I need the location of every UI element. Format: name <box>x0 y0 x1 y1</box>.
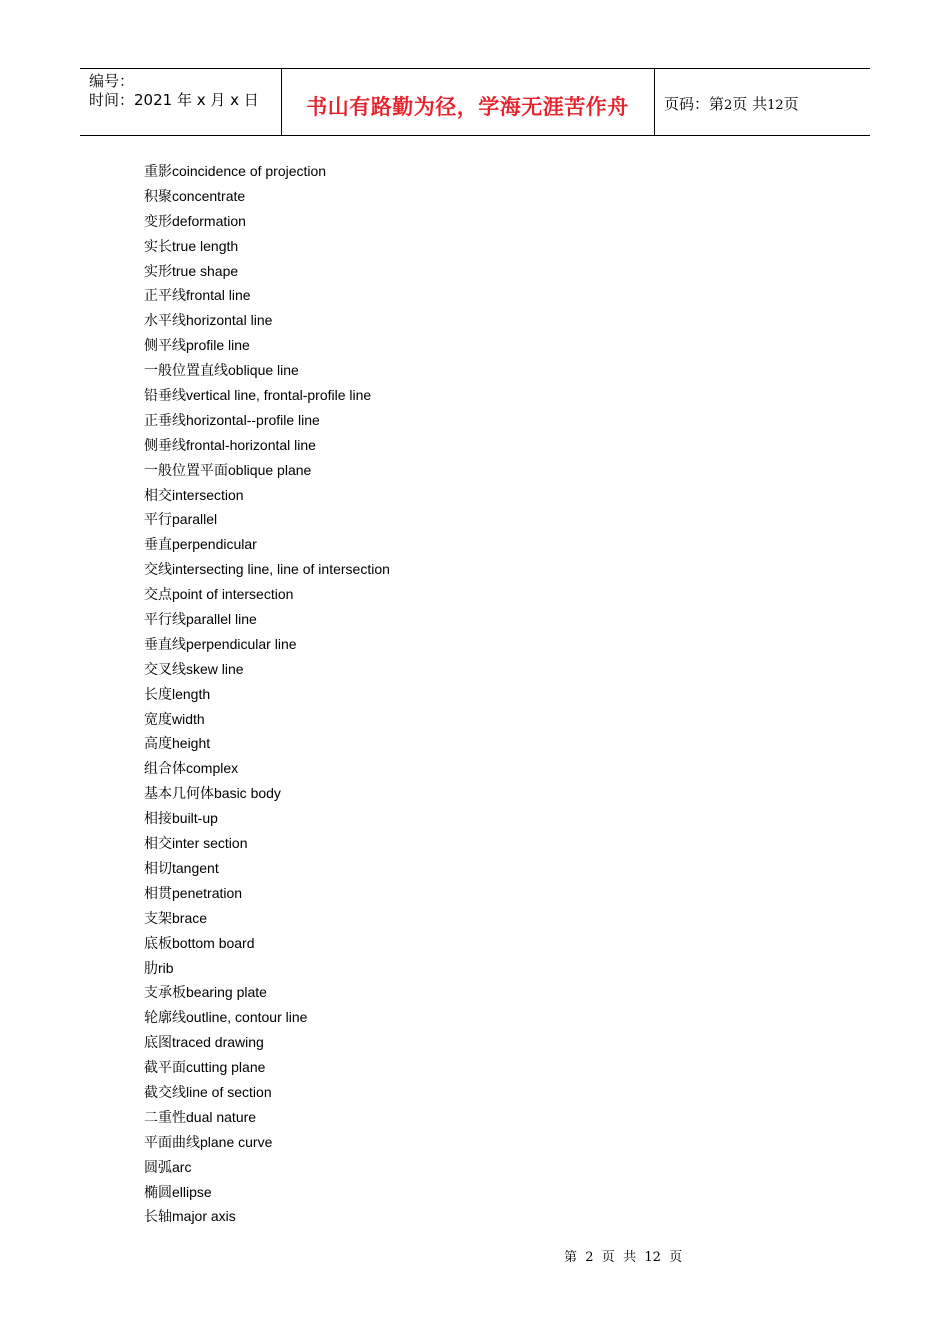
term-chinese: 平面曲线 <box>144 1134 200 1151</box>
glossary-entry <box>144 184 390 209</box>
term-chinese: 相接 <box>144 811 172 828</box>
term-chinese: 积聚 <box>144 188 172 205</box>
glossary-entry <box>144 1155 390 1180</box>
term-english: horizontal line <box>186 312 273 329</box>
term-english: horizontal--profile line <box>186 411 320 428</box>
term-chinese: 相交 <box>144 487 172 504</box>
term-english: brace <box>172 909 208 926</box>
term-english: true length <box>172 237 239 254</box>
term-english: rib <box>158 959 174 976</box>
term-chinese: 底板 <box>144 935 172 952</box>
term-chinese: 截平面 <box>144 1060 186 1077</box>
page-current: 2 <box>724 98 733 113</box>
header-motto-cell <box>281 69 655 135</box>
term-english: vertical line, frontal-profile line <box>186 387 372 404</box>
term-english: arc <box>172 1158 192 1175</box>
term-english: parallel <box>172 511 218 528</box>
glossary-entry <box>144 1030 390 1055</box>
term-english: basic body <box>214 785 281 802</box>
term-chinese: 一般位置平面 <box>144 462 228 479</box>
term-chinese: 垂直线 <box>144 636 186 653</box>
term-english: true shape <box>172 262 239 279</box>
glossary-entry <box>144 781 390 806</box>
page-mid: 页 共 <box>732 95 768 113</box>
header-meta-cell <box>80 69 282 135</box>
term-english: oblique plane <box>228 461 312 478</box>
term-english: dual nature <box>186 1108 257 1125</box>
glossary-entry <box>144 209 390 234</box>
glossary-list <box>144 159 390 1229</box>
term-chinese: 侧平线 <box>144 338 186 355</box>
term-english: skew line <box>186 660 244 677</box>
term-chinese: 长轴 <box>144 1209 172 1226</box>
glossary-entry <box>144 632 390 657</box>
glossary-entry <box>144 756 390 781</box>
term-chinese: 水平线 <box>144 313 186 330</box>
glossary-entry <box>144 1080 390 1105</box>
term-chinese: 实形 <box>144 263 172 280</box>
term-english: frontal line <box>186 287 251 304</box>
term-english: deformation <box>172 212 246 229</box>
term-chinese: 相切 <box>144 860 172 877</box>
term-english: tangent <box>172 859 219 876</box>
glossary-entry <box>144 831 390 856</box>
glossary-entry <box>144 557 390 582</box>
page-footer: 第 2 页 共 12 页 <box>564 1250 683 1265</box>
term-chinese: 基本几何体 <box>144 786 214 803</box>
glossary-entry <box>144 458 390 483</box>
term-chinese: 相贯 <box>144 885 172 902</box>
header-page-cell <box>655 69 870 135</box>
term-chinese: 垂直 <box>144 537 172 554</box>
term-english: length <box>172 685 211 702</box>
term-english: perpendicular <box>172 536 257 553</box>
term-english: penetration <box>172 884 243 901</box>
glossary-entry <box>144 507 390 532</box>
document-number-label: 编号： <box>89 72 135 90</box>
term-chinese: 底图 <box>144 1035 172 1052</box>
term-english: profile line <box>186 337 250 354</box>
glossary-entry <box>144 607 390 632</box>
page-header <box>80 68 870 136</box>
glossary-entry <box>144 333 390 358</box>
term-english: plane curve <box>200 1133 273 1150</box>
term-english: concentrate <box>172 187 246 204</box>
glossary-entry <box>144 657 390 682</box>
glossary-entry <box>144 308 390 333</box>
term-english: cutting plane <box>186 1059 266 1076</box>
term-chinese: 组合体 <box>144 761 186 778</box>
term-chinese: 变形 <box>144 213 172 230</box>
term-chinese: 交线 <box>144 562 172 579</box>
term-english: traced drawing <box>172 1034 264 1051</box>
term-english: bearing plate <box>186 984 267 1001</box>
glossary-entry <box>144 1180 390 1205</box>
header-page-info <box>664 93 799 114</box>
term-english: complex <box>186 760 239 777</box>
glossary-entry <box>144 707 390 732</box>
glossary-entry <box>144 906 390 931</box>
term-english: bottom board <box>172 934 255 951</box>
glossary-entry <box>144 806 390 831</box>
page-prefix: 页码：第 <box>664 95 725 113</box>
page-total: 12 <box>767 98 784 113</box>
glossary-entry <box>144 234 390 259</box>
term-english: perpendicular line <box>186 635 297 652</box>
term-chinese: 正垂线 <box>144 412 186 429</box>
term-english: inter section <box>172 835 248 852</box>
glossary-entry <box>144 682 390 707</box>
term-chinese: 相交 <box>144 836 172 853</box>
glossary-entry <box>144 433 390 458</box>
term-english: width <box>172 710 205 727</box>
glossary-entry <box>144 980 390 1005</box>
term-chinese: 重影 <box>144 164 172 180</box>
term-english: major axis <box>172 1208 236 1225</box>
term-english: oblique line <box>228 362 299 379</box>
term-chinese: 交叉线 <box>144 661 186 678</box>
term-english: ellipse <box>172 1183 212 1200</box>
term-chinese: 支架 <box>144 910 172 927</box>
glossary-entry <box>144 408 390 433</box>
term-chinese: 支承板 <box>144 985 186 1002</box>
term-english: point of intersection <box>172 586 294 603</box>
term-english: intersecting line, line of intersection <box>172 561 390 578</box>
term-chinese: 实长 <box>144 238 172 255</box>
glossary-entry <box>144 931 390 956</box>
term-chinese: 铅垂线 <box>144 388 186 405</box>
term-english: built-up <box>172 810 218 827</box>
term-english: intersection <box>172 486 244 503</box>
term-english: frontal-horizontal line <box>186 436 316 453</box>
glossary-entry <box>144 532 390 557</box>
glossary-entry <box>144 1005 390 1030</box>
term-english: height <box>172 735 211 752</box>
term-chinese: 截交线 <box>144 1084 186 1101</box>
page-suffix: 页 <box>783 95 799 113</box>
term-chinese: 长度 <box>144 686 172 703</box>
term-chinese: 侧垂线 <box>144 437 186 454</box>
glossary-entry <box>144 1204 390 1229</box>
glossary-entry <box>144 358 390 383</box>
term-chinese: 一般位置直线 <box>144 363 228 380</box>
glossary-entry <box>144 483 390 508</box>
motto-text: 书山有路勤为径，学海无涯苦作舟 <box>306 95 629 119</box>
glossary-entry <box>144 956 390 981</box>
term-chinese: 肋 <box>144 960 158 977</box>
term-english: line of section <box>186 1083 272 1100</box>
document-time-label: 时间：2021 年 x 月 x 日 <box>89 91 259 109</box>
term-english: coincidence of projection <box>172 163 327 179</box>
term-chinese: 平行 <box>144 512 172 529</box>
term-chinese: 高度 <box>144 736 172 753</box>
glossary-entry <box>144 731 390 756</box>
glossary-entry <box>144 1055 390 1080</box>
term-chinese: 二重性 <box>144 1109 186 1126</box>
glossary-entry <box>144 283 390 308</box>
term-english: parallel line <box>186 611 257 628</box>
term-chinese: 椭圆 <box>144 1184 172 1201</box>
glossary-entry <box>144 383 390 408</box>
term-chinese: 交点 <box>144 587 172 604</box>
glossary-entry <box>144 1105 390 1130</box>
glossary-entry <box>144 1130 390 1155</box>
glossary-entry <box>144 159 390 184</box>
term-chinese: 宽度 <box>144 711 172 728</box>
term-chinese: 平行线 <box>144 612 186 629</box>
term-chinese: 轮廓线 <box>144 1010 186 1027</box>
term-chinese: 正平线 <box>144 288 186 305</box>
glossary-entry <box>144 856 390 881</box>
term-english: outline, contour line <box>186 1009 308 1026</box>
glossary-entry <box>144 881 390 906</box>
term-chinese: 圆弧 <box>144 1159 172 1176</box>
glossary-entry <box>144 582 390 607</box>
glossary-entry <box>144 259 390 284</box>
